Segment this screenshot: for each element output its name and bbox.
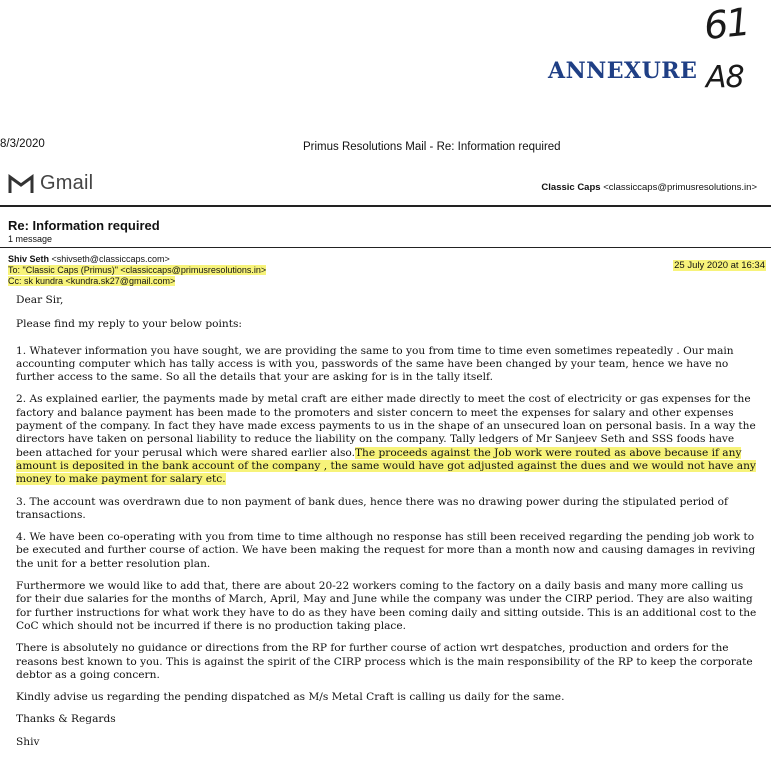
account-email: <classiccaps@primusresolutions.in>: [603, 182, 757, 193]
message-cc-line: Cc: sk kundra <kundra.sk27@gmail.com>: [8, 276, 176, 286]
paragraph-workers: Furthermore we would like to add that, there are about 20-22 workers coming to the factory on a daily basis and many more calling us for their due salaries for the months of March, April, May and June while the company was under the CIRP period. They are also waiting for further instructions for what work they have to do as they have been coming daily and sitting outside. This is an additional cost to the CoC which should not be incurred if there is no production taking place.: [16, 580, 757, 632]
message-to-line: To: "Classic Caps (Primus)" <classiccaps@primusresolutions.in>: [8, 265, 267, 275]
account-identity: [541, 182, 757, 193]
thread-subject: Re: Information required: [8, 218, 160, 233]
message-from-line: [8, 254, 266, 265]
print-page-title: Primus Resolutions Mail - Re: Information required: [303, 141, 561, 153]
sender-email: <shivseth@classiccaps.com>: [51, 254, 170, 264]
sender-name: Shiv Seth: [8, 254, 50, 264]
gmail-logo-text: Gmail: [40, 172, 94, 194]
handwritten-page-number: 61: [701, 0, 751, 49]
greeting: Dear Sir,: [16, 294, 64, 306]
thread-divider: [0, 247, 771, 248]
signature: Shiv: [16, 735, 40, 748]
closing: Thanks & Regards: [16, 713, 116, 726]
point-2-text: 2. As explained earlier, the payments made by metal craft are either made directly to meet the cost of electricity or gas expenses for the factory and balance payment has been made to the promoters and sister concern to meet the expenses for salary and other expenses payment of the company. In fact they have made excess payments to us in the shape of an unsecured loan on personal basis. In a way the directors have taken on personal liability to reduce the liability on the company. Tally ledgers of Mr Sanjeev Seth and SSS foods have been attached for your perusal which were shared earlier also.: [16, 393, 756, 459]
gmail-logo: [8, 172, 93, 195]
annexure-handwritten-label: A8: [706, 60, 744, 95]
account-name: Classic Caps: [541, 182, 601, 193]
header-divider: [0, 205, 771, 207]
intro-line: Please find my reply to your below points:: [16, 318, 242, 331]
point-1: 1. Whatever information you have sought, we are providing the same to you from time to time even sometimes repeatedly . Our main accounting computer which has tally access is with you, passwords of the same have been changed by your team, hence we have no further access to the same. So all the details that your are asking for is in the tally itself.: [16, 344, 734, 384]
point-2-highlighted-text: The proceeds against the Job work were routed as above because if any amount is deposited in the bank account of the company , the same would have got adjusted against the dues and we would not have any money to make payment for salary etc.: [16, 446, 756, 486]
point-2: [16, 393, 758, 486]
point-4: 4. We have been co-operating with you from time to time although no response has still been received regarding the pending job work to be executed and further course of action. We have been making the request for more than a month now and causing damages in reviving the unit for a better resolution plan.: [16, 531, 756, 570]
annexure-stamp: ANNEXURE: [548, 58, 698, 84]
message-body: [16, 294, 758, 758]
message-meta: [8, 254, 266, 287]
paragraph-request: Kindly advise us regarding the pending dispatched as M/s Metal Craft is calling us daily for the same.: [16, 691, 565, 704]
print-date: 8/3/2020: [0, 138, 45, 150]
point-3: 3. The account was overdrawn due to non payment of bank dues, hence there was no drawing power during the stipulated period of transactions.: [16, 495, 728, 521]
paragraph-rp-guidance: There is absolutely no guidance or directions from the RP for further course of action wrt despatches, production and orders for the reasons best known to you. This is against the spirit of the CIRP process which is the main responsibility of the RP to keep the corporate debtor as a going concern.: [16, 642, 753, 681]
thread-message-count: 1 message: [8, 234, 53, 244]
gmail-envelope-icon: [8, 174, 34, 194]
message-date: 25 July 2020 at 16:34: [674, 260, 765, 271]
